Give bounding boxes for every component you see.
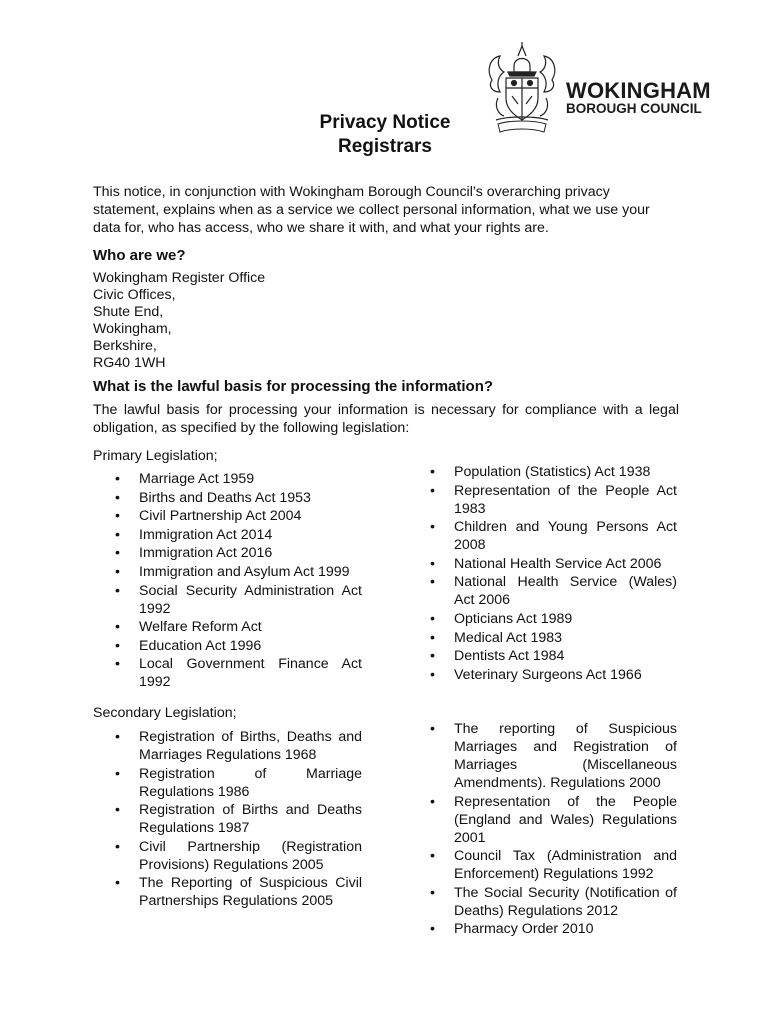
secondary-list-right [408, 720, 677, 939]
list-item: • Registration of Births and Deaths Regulations 1987 [93, 801, 362, 837]
primary-label: Primary Legislation; [93, 448, 218, 464]
secondary-list-left [93, 728, 362, 911]
list-item: • Dentists Act 1984 [408, 647, 677, 665]
list-item: • Social Security Administration Act 1992 [93, 582, 362, 618]
list-item: • Council Tax (Administration and Enforcement) Regulations 1992 [408, 847, 677, 883]
address-line: Wokingham Register Office [93, 270, 266, 286]
list-item: • The reporting of Suspicious Marriages and Registration of Marriages (Miscellaneous Amendments). Regulations 2000 [408, 720, 677, 792]
primary-list-left [93, 470, 362, 692]
list-item: • Registration of Births, Deaths and Marriages Regulations 1968 [93, 728, 362, 764]
who-heading: Who are we? [93, 247, 186, 264]
list-item: • Representation of the People Act 1983 [408, 482, 677, 518]
list-item: • Welfare Reform Act [93, 618, 362, 636]
list-item: • The Social Security (Notification of Deaths) Regulations 2012 [408, 884, 677, 920]
list-item: • National Health Service Act 2006 [408, 555, 677, 573]
intro-paragraph: This notice, in conjunction with Wokingham Borough Council’s overarching privacy statement, explains when as a service we collect personal information, what we use your data for, who has access, who we share it with, and what your rights are. [93, 184, 650, 236]
secondary-label: Secondary Legislation; [93, 705, 237, 721]
logo-name: WOKINGHAM [566, 78, 711, 103]
page-subtitle: Registrars [338, 136, 432, 157]
address-line: RG40 1WH [93, 355, 166, 371]
list-item: • Representation of the People (England and Wales) Regulations 2001 [408, 793, 677, 847]
list-item: • Population (Statistics) Act 1938 [408, 463, 677, 481]
list-item: • Medical Act 1983 [408, 629, 677, 647]
lawful-heading: What is the lawful basis for processing the information? [93, 378, 494, 395]
lawful-paragraph: The lawful basis for processing your information is necessary for compliance with a legal obligation, as specified by the following legislation: [93, 402, 679, 436]
list-item: • Registration of Marriage Regulations 1986 [93, 765, 362, 801]
address-line: Berkshire, [93, 338, 157, 354]
address-line: Shute End, [93, 304, 164, 320]
list-item: • Veterinary Surgeons Act 1966 [408, 666, 677, 684]
list-item: • Births and Deaths Act 1953 [93, 489, 362, 507]
list-item: • Marriage Act 1959 [93, 470, 362, 488]
list-item: • Children and Young Persons Act 2008 [408, 518, 677, 554]
list-item: • Civil Partnership (Registration Provisions) Regulations 2005 [93, 838, 362, 874]
page-title: Privacy Notice [319, 112, 451, 133]
list-item: • Local Government Finance Act 1992 [93, 655, 362, 691]
list-item: • The Reporting of Suspicious Civil Partnerships Regulations 2005 [93, 874, 362, 910]
primary-list-right [408, 463, 677, 684]
list-item: • Opticians Act 1989 [408, 610, 677, 628]
list-item: • Immigration Act 2016 [93, 544, 362, 562]
list-item: • Education Act 1996 [93, 637, 362, 655]
list-item: • Immigration Act 2014 [93, 526, 362, 544]
list-item: • National Health Service (Wales) Act 2006 [408, 573, 677, 609]
list-item: • Immigration and Asylum Act 1999 [93, 563, 362, 581]
list-item: • Civil Partnership Act 2004 [93, 507, 362, 525]
address-line: Civic Offices, [93, 287, 176, 303]
list-item: • Pharmacy Order 2010 [408, 920, 677, 938]
logo-subtitle: BOROUGH COUNCIL [566, 101, 702, 116]
address-block [93, 270, 265, 372]
address-line: Wokingham, [93, 321, 172, 337]
